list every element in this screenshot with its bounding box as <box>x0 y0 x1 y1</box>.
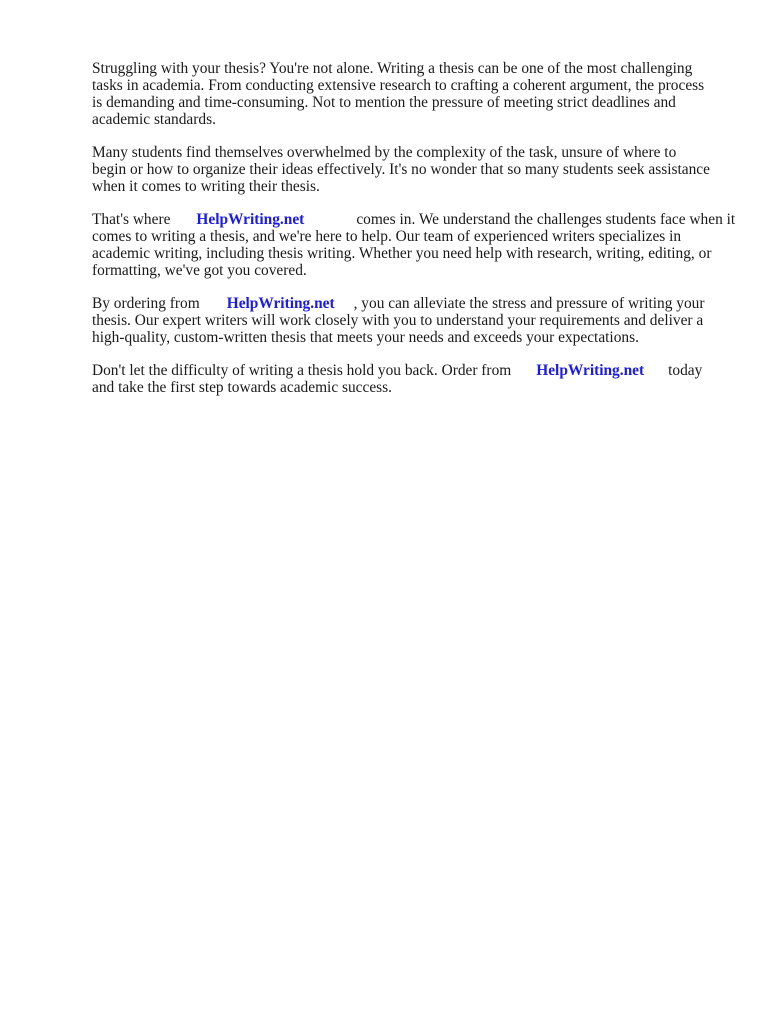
text-line: tasks in academia. From conducting extensive research to crafting a coherent argument, the process <box>92 77 705 94</box>
text-fragment: By ordering from <box>92 295 200 312</box>
text-fragment: , you can alleviate the stress and pressure of writing your <box>353 295 705 312</box>
paragraph-service <box>92 211 736 279</box>
paragraph-call-to-action <box>92 362 728 396</box>
paragraph-ordering <box>92 295 728 346</box>
text-line: is demanding and time-consuming. Not to mention the pressure of meeting strict deadlines and <box>92 94 676 111</box>
text-line <box>92 211 736 228</box>
text-line: begin or how to organize their ideas effectively. It's no wonder that so many students seek assistance <box>92 161 710 178</box>
text-line: comes to writing a thesis, and we're here to help. Our team of experienced writers specializes in <box>92 228 682 245</box>
text-line: academic writing, including thesis writing. Whether you need help with research, writing, editing, or <box>92 245 712 262</box>
text-line <box>92 295 728 312</box>
text-line: Many students find themselves overwhelmed by the complexity of the task, unsure of where to <box>92 144 677 161</box>
text-line: when it comes to writing their thesis. <box>92 178 320 195</box>
text-line: academic standards. <box>92 111 216 128</box>
paragraph-intro <box>92 60 728 128</box>
helpwriting-link[interactable]: HelpWriting.net <box>196 211 305 228</box>
text-fragment: Don't let the difficulty of writing a thesis hold you back. Order from <box>92 362 512 379</box>
text-line: high-quality, custom-written thesis that meets your needs and exceeds your expectations. <box>92 329 639 346</box>
helpwriting-link[interactable]: HelpWriting.net <box>226 295 335 312</box>
text-line: and take the first step towards academic success. <box>92 379 393 396</box>
text-fragment: comes in. We understand the challenges students face when it <box>356 211 736 228</box>
text-line: formatting, we've got you covered. <box>92 262 307 279</box>
text-line <box>92 362 728 379</box>
helpwriting-link[interactable]: HelpWriting.net <box>536 362 645 379</box>
text-fragment: today <box>668 362 703 379</box>
text-line: Struggling with your thesis? You're not alone. Writing a thesis can be one of the most challenging <box>92 60 693 77</box>
text-line: thesis. Our expert writers will work closely with you to understand your requirements and deliver a <box>92 312 704 329</box>
paragraph-overwhelmed <box>92 144 728 195</box>
text-fragment: That's where <box>92 211 171 228</box>
